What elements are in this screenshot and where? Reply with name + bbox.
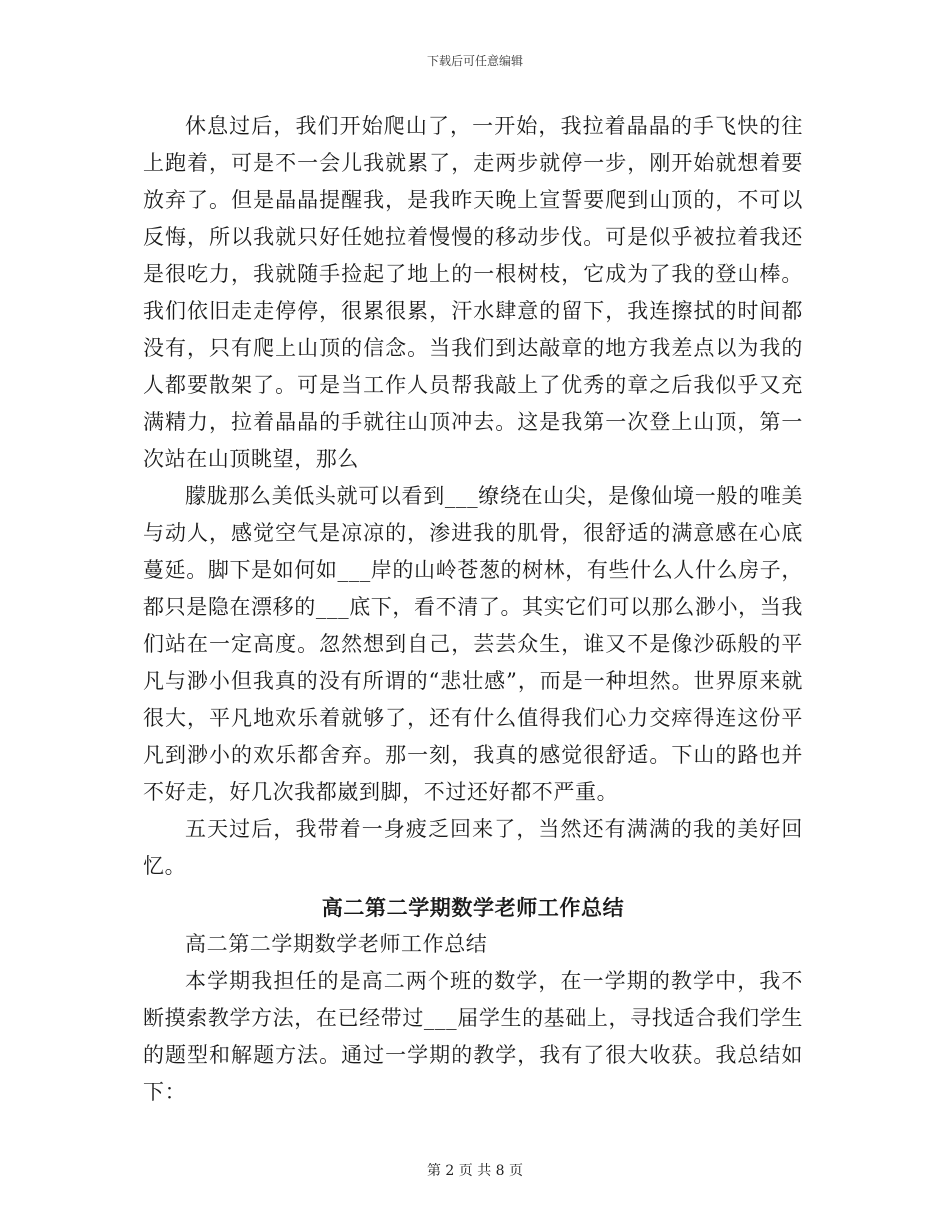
section-subtitle: 高二第二学期数学老师工作总结 [185, 932, 488, 956]
paragraph-teaching-summary: 本学期我担任的是高二两个班的数学，在一学期的教学中，我不断摸索教学方法，在已经带过___届学生的基础上，寻找适合我们学生的题型和解题方法。通过一学期的教学，我有了很大收获。我总结如下： [143, 969, 803, 1104]
page-header-note: 下载后可任意编辑 [426, 54, 523, 68]
paragraph-climbing: 休息过后，我们开始爬山了，一开始，我拉着晶晶的手飞快的往上跑着，可是不一会儿我就累了，走两步就停一步，刚开始就想着要放弃了。但是晶晶提醒我，是我昨天晚上宣誓要爬到山顶的，不可以反悔，所以我就只好任她拉着慢慢的移动步伐。可是似乎被拉着我还是很吃力，我就随手捡起了地上的一根树枝，它成为了我的登山棒。我们依旧走走停停，很累很累，汗水肆意的留下，我连擦拭的时间都没有，只有爬上山顶的信念。当我们到达敲章的地方我差点以为我的人都要散架了。可是当工作人员帮我敲上了优秀的章之后我似乎又充满精力，拉着晶晶的手就往山顶冲去。这是我第一次登上山顶，第一次站在山顶眺望，那么 [143, 114, 803, 471]
page-number-footer: 第 2 页 共 8 页 [426, 1163, 524, 1179]
paragraph-summit-view: 朦胧那么美低头就可以看到___缭绕在山尖，是像仙境一般的唯美与动人，感觉空气是凉凉的，渗进我的肌骨，很舒适的满意感在心底蔓延。脚下是如何如___岸的山岭苍葱的树林，有些什么人什么房子，都只是隐在漂移的___底下，看不清了。其实它们可以那么渺小，当我们站在一定高度。忽然想到自己，芸芸众生，谁又不是像沙砾般的平凡与渺小但我真的没有所谓的“悲壮感”，而是一种坦然。世界原来就很大，平凡地欢乐着就够了，还有什么值得我们心力交瘁得连这份平凡到渺小的欢乐都舍弃。那一刻，我真的感觉很舒适。下山的路也并不好走，好几次我都崴到脚，不过还好都不严重。 [143, 484, 803, 804]
document-body [143, 108, 803, 1111]
paragraph-return: 五天过后，我带着一身疲乏回来了，当然还有满满的我的美好回忆。 [143, 817, 803, 878]
section-title: 高二第二学期数学老师工作总结 [321, 895, 625, 920]
